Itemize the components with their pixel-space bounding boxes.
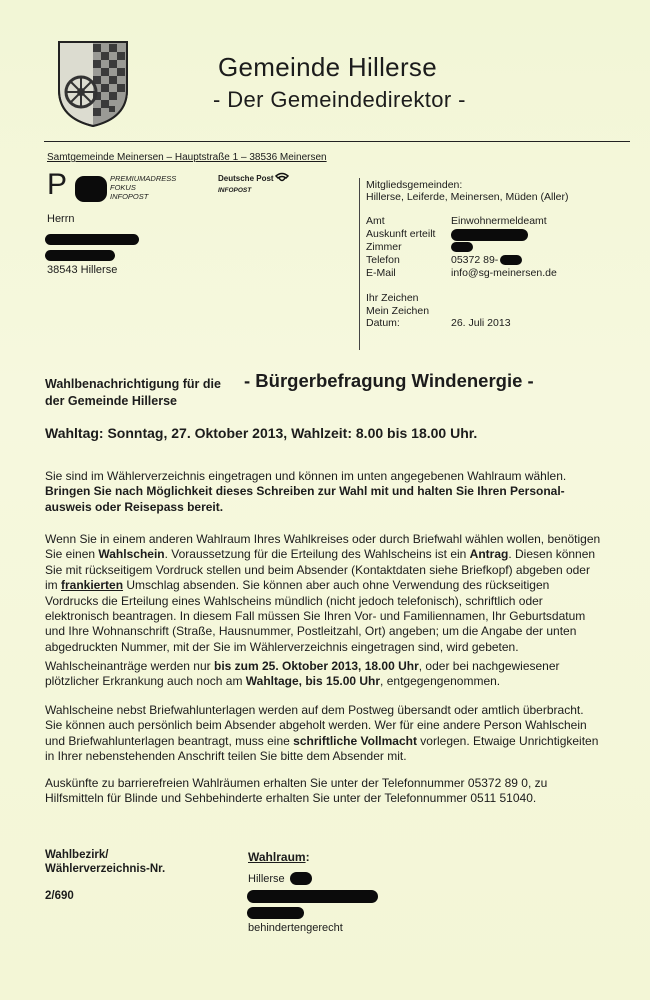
polling-room-place: Hillerse (248, 873, 285, 885)
text-span-bold: Wahltage, bis 15.00 Uhr (245, 674, 381, 689)
subject-prefix: Wahlbenachrichtigung für die (45, 377, 221, 391)
accessibility-note: behindertengerecht (248, 922, 343, 934)
paragraph-deadlines (45, 659, 635, 690)
info-label-contact: Auskunft erteilt (366, 228, 436, 240)
postage-line: INFOPOST (110, 192, 149, 201)
post-horn-icon (275, 172, 289, 183)
text-span: Sie einen (45, 547, 99, 562)
letter-date: 26. Juli 2013 (451, 317, 511, 329)
text-line: Wahlbezirk/ (45, 849, 109, 861)
redacted-phone-extension (500, 255, 522, 265)
text-span: . Voraussetzung für die Erteilung des Wahlscheins ist ein (164, 547, 470, 562)
text-span: , oder bei nachgewiesener (418, 659, 560, 673)
redacted-room (451, 242, 473, 252)
district-label (45, 848, 165, 876)
paragraph-accessibility (45, 776, 635, 807)
text-line: in Ihrer nebenstehenden Anschrift teilen Sie bitte dem Absender mit. (45, 749, 407, 764)
postage-line: FOKUS (110, 183, 136, 192)
redacted-room-place (290, 872, 312, 885)
municipality-subtitle: - Der Gemeindedirektor - (213, 87, 466, 112)
paragraph-postal-vote (45, 703, 640, 765)
redacted-room-name (247, 890, 378, 903)
text-line: und Ihre Wohnanschrift (Straße, Hausnummer, Postleitzahl, Ort) angeben; um die Angabe der unten (45, 624, 577, 639)
text-span-bold: Wahlschein (98, 547, 165, 562)
recipient-city: 38543 Hillerse (47, 264, 118, 276)
date-label: Datum: (366, 317, 400, 329)
redacted-postage-id (75, 176, 107, 202)
text-line: abgedruckten Nummer, mit der Sie im Wählerverzeichnis eingetragen sind, wird gebeten. (45, 639, 519, 654)
text-span: plötzlicher Erkrankung auch noch am (45, 674, 246, 689)
text-line: elektronisch beantragen. In diesem Fall müssen Sie Ihren Vor- und Familiennamen, Ihr Geburtsdatum (45, 609, 586, 624)
sender-address-line: Samtgemeinde Meinersen – Hauptstraße 1 – 38536 Meinersen (47, 152, 327, 163)
info-label-office: Amt (366, 215, 385, 227)
text-span: im (45, 578, 61, 593)
text-span-bold: Antrag (469, 547, 509, 562)
text-span: . Diesen können (508, 547, 596, 562)
carrier-name: Deutsche Post (218, 174, 274, 183)
text-line: Sie sind im Wählerverzeichnis eingetragen und können im unten angegebenen Wahlraum wählen. (45, 469, 567, 483)
info-label-room: Zimmer (366, 241, 402, 253)
coat-of-arms-icon (57, 40, 129, 128)
text-line: Wählerverzeichnis-Nr. (45, 863, 166, 875)
info-value-phone: 05372 89- (451, 254, 499, 266)
text-line-bold: Bringen Sie nach Möglichkeit dieses Schreiben zur Wahl mit und halten Sie Ihren Personal- (45, 484, 565, 499)
info-value-email: info@sg-meinersen.de (451, 267, 557, 279)
text-span: Wahlscheinanträge werden nur (45, 659, 214, 673)
postage-letter: P (47, 168, 68, 201)
column-divider (359, 178, 360, 350)
info-label-phone: Telefon (366, 254, 400, 266)
header-divider (44, 141, 630, 142)
municipality-title: Gemeinde Hillerse (218, 52, 437, 82)
text-line: Auskünfte zu barrierefreien Wahlräumen erhalten Sie unter der Telefonnummer 05372 89 0, zu (45, 776, 548, 790)
redacted-contact-person (451, 229, 528, 241)
carrier-product: INFOPOST (218, 187, 252, 194)
redacted-room-address (247, 907, 304, 919)
subject-title: - Bürgerbefragung Windenergie - (244, 370, 534, 391)
postage-info (110, 174, 176, 201)
paragraph-registration (45, 469, 635, 515)
postage-line: PREMIUMADRESS (110, 174, 177, 183)
your-reference-label: Ihr Zeichen (366, 292, 419, 304)
district-number: 2/690 (45, 890, 74, 902)
text-line: Sie können auch persönlich beim Absender abgeholt werden. Wer für eine andere Person Wahlschein (45, 718, 587, 733)
text-line: Hilfsmitteln für Blinde und Sehbehinderte erhalten Sie unter der Telefonnummer 0511 51040. (45, 791, 537, 806)
recipient-salutation: Herrn (47, 213, 75, 225)
text-line: Vordrucks die Erteilung eines Wahlscheins mündlich (nicht jedoch telefonisch), schriftlich oder (45, 593, 543, 608)
text-span: Umschlag absenden. Sie können aber auch ohne Verwendung des rückseitigen (123, 578, 550, 593)
election-date-time: Wahltag: Sonntag, 27. Oktober 2013, Wahlzeit: 8.00 bis 18.00 Uhr. (45, 425, 478, 441)
redacted-recipient-street (45, 250, 115, 261)
text-span: , entgegengenommen. (380, 674, 501, 689)
redacted-recipient-name (45, 234, 139, 245)
text-line: Wahlscheine nebst Briefwahlunterlagen werden auf dem Postweg übersandt oder amtlich überbracht. (45, 703, 584, 717)
subject-municipality: der Gemeinde Hillerse (45, 394, 178, 408)
text-span: vorlegen. Etwaige Unrichtigkeiten (416, 733, 599, 748)
info-label-email: E-Mail (366, 267, 396, 279)
text-span-bold-underlined: frankierten (61, 578, 124, 593)
text-line: Wenn Sie in einem anderen Wahlraum Ihres Wahlkreises oder durch Briefwahl wählen wollen, benötigen (45, 532, 601, 546)
polling-room-label (248, 850, 310, 864)
text-span-bold: bis zum 25. Oktober 2013, 18.00 Uhr (213, 659, 419, 673)
member-municipalities: Hillerse, Leiferde, Meinersen, Müden (Aller) (366, 191, 569, 203)
text-span: Wahlraum (248, 850, 306, 864)
paragraph-ballot-certificate (45, 532, 640, 655)
text-span-bold: schriftliche Vollmacht (293, 733, 417, 748)
member-municipalities-label: Mitgliedsgemeinden: (366, 179, 463, 191)
my-reference-label: Mein Zeichen (366, 305, 430, 317)
text-span: und Briefwahlunterlagen beantragt, muss eine (45, 733, 294, 748)
text-span: : (305, 850, 310, 864)
info-value-office: Einwohnermeldeamt (451, 215, 547, 227)
text-line-bold: ausweis oder Reisepass bereit. (45, 499, 224, 514)
text-line: Sie mit rückseitigem Vordruck stellen und beim Absender (Kontaktdaten siehe Briefkopf) abgeben oder (45, 562, 590, 577)
